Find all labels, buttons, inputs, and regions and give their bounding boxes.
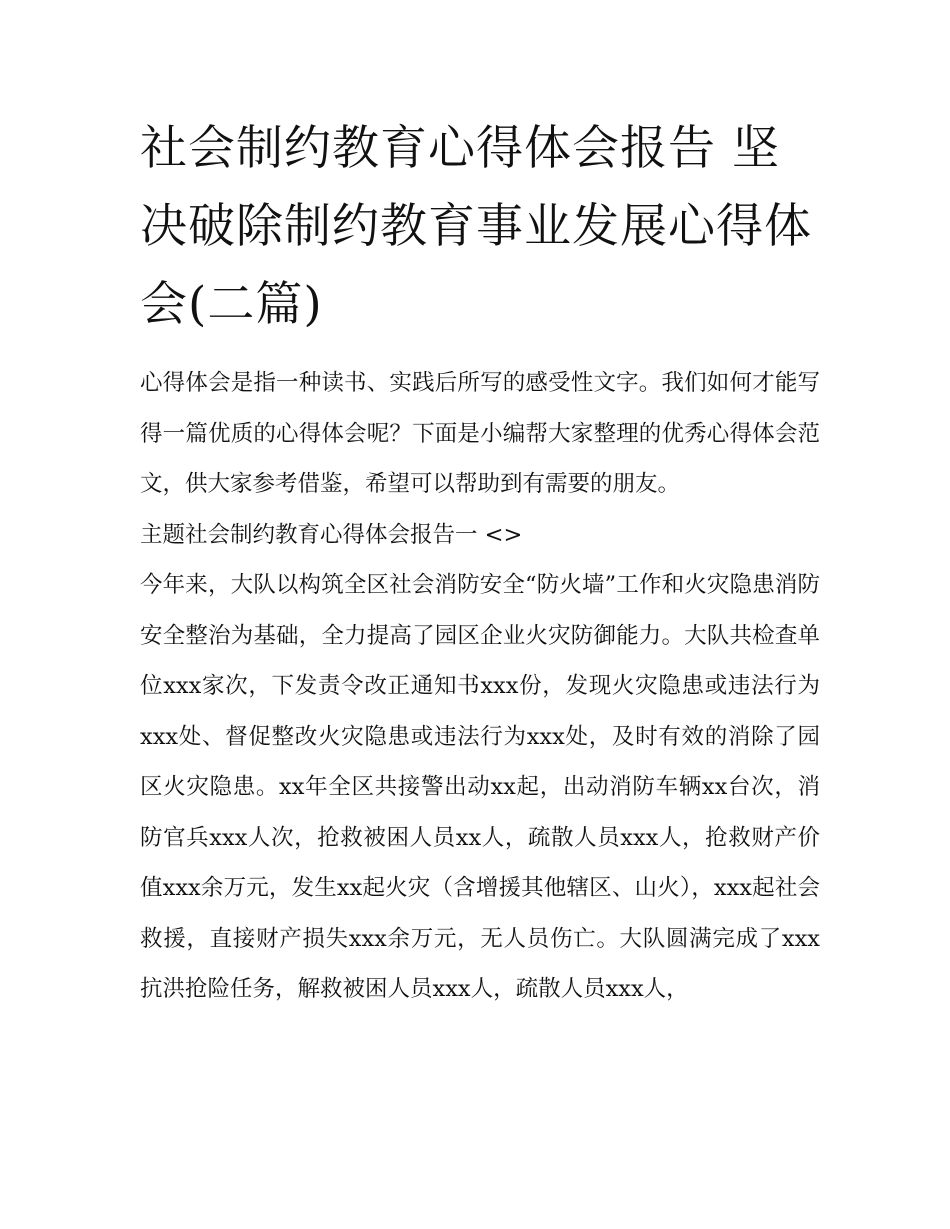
body-paragraph: 今年来，大队以构筑全区社会消防安全“防火墙”工作和火灾隐患消防安全整治为基础，全力提高了园区企业火灾防御能力。大队共检查单位xxx家次，下发责令改正通知书xxx份，发现火灾隐患或违法行为xxx处、督促整改火灾隐患或违法行为xxx处，及时有效的消除了园区火灾隐患。xx年全区共接警出动xx起，出动消防车辆xx台次，消防官兵xxx人次，抢救被困人员xx人，疏散人员xxx人，抢救财产价值xxx余万元，发生xx起火灾（含增援其他辖区、山火），xxx起社会救援，直接财产损失xxx余万元，无人员伤亡。大队圆满完成了xxx抗洪抢险任务，解救被困人员xxx人，疏散人员xxx人， (140, 572, 820, 1002)
document-body (140, 110, 820, 1015)
intro-paragraph: 心得体会是指一种读书、实践后所写的感受性文字。我们如何才能写得一篇优质的心得体会呢？下面是小编帮大家整理的优秀心得体会范文，供大家参考借鉴，希望可以帮助到有需要的朋友。 (140, 370, 820, 497)
document-title: 社会制约教育心得体会报告 坚决破除制约教育事业发展心得体会(二篇) (140, 121, 812, 332)
section-heading: 主题社会制约教育心得体会报告一 <> (140, 521, 523, 548)
paragraph-list (140, 358, 820, 1015)
